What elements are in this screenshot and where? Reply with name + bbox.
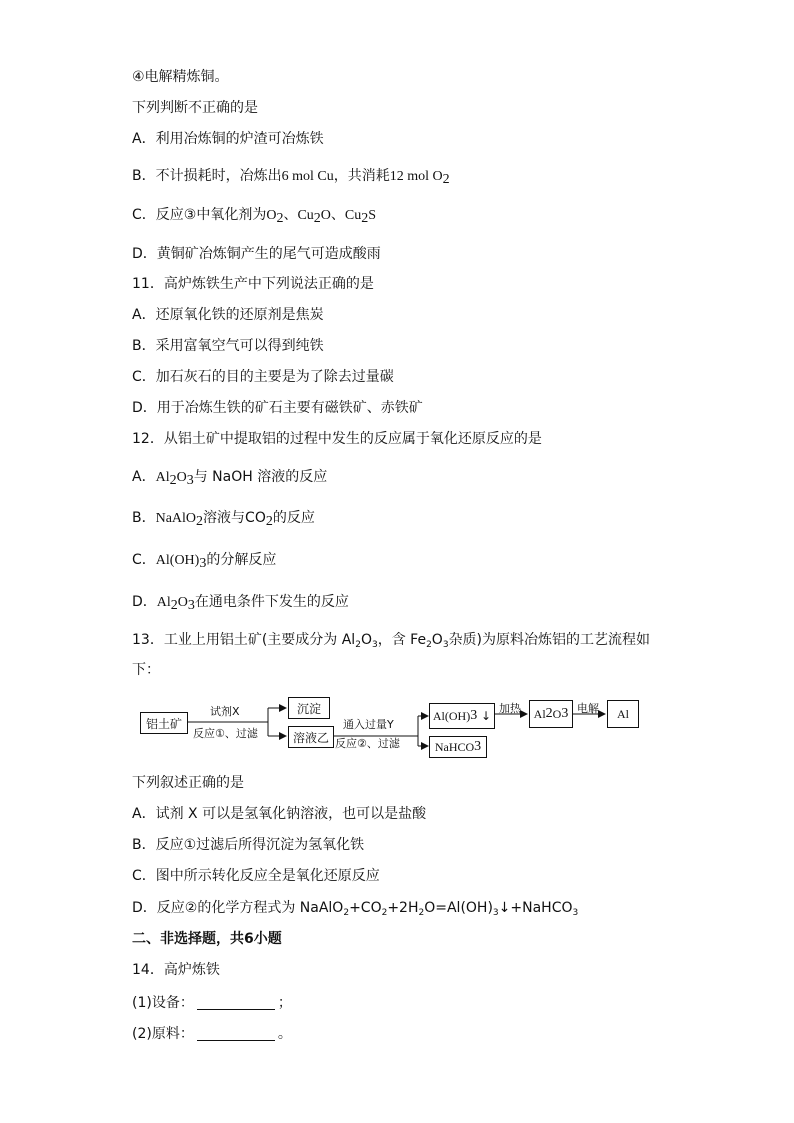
q11-stem: 11．高炉炼铁生产中下列说法正确的是 (132, 276, 374, 292)
box-alumina: Al 2 O 3 (529, 700, 573, 728)
q13-stem-line3: 下列叙述正确的是 (132, 775, 244, 791)
q13-option-a: A．试剂 X 可以是氢氧化钠溶液，也可以是盐酸 (132, 806, 427, 822)
q14-part2: (2)原料： 。 (132, 1026, 292, 1042)
q10-option-b: B．不计损耗时，冶炼出6 mol Cu，共消耗12 mol $O_2$ (132, 168, 450, 187)
q10-item4: ④电解精炼铜。 (132, 69, 229, 85)
process-flow-diagram (132, 692, 652, 762)
q12-option-a: A．$Al_2O_3$与 NaOH 溶液的反应 (132, 469, 328, 488)
q12-option-b: B．NaAlO$_2$溶液与$CO_2$的反应 (132, 510, 315, 529)
q14-blank-2[interactable] (197, 1026, 275, 1041)
q11-option-b: B．采用富氧空气可以得到纯铁 (132, 338, 324, 354)
q14-stem: 14．高炉炼铁 (132, 962, 220, 978)
q13-option-d: D．反应②的化学方程式为 $NaAlO_2+CO_2+2H_2O=Al(OH)_3↓+NaHCO_3$ (132, 900, 579, 918)
q11-option-d: D．用于冶炼生铁的矿石主要有磁铁矿、赤铁矿 (132, 400, 423, 416)
q12-option-d: D．$Al_2O_3$在通电条件下发生的反应 (132, 594, 349, 613)
q10-option-d: D．黄铜矿冶炼铜产生的尾气可造成酸雨 (132, 246, 381, 262)
q11-option-a: A．还原氧化铁的还原剂是焦炭 (132, 307, 324, 323)
q13-stem-line1: 13．工业上用铝土矿(主要成分为 $Al_2O_3$，含 $Fe_2O_3$杂质)为原料冶炼铝的工艺流程如 (132, 632, 651, 650)
label-reagent-x: 试剂X (210, 705, 240, 718)
q13-stem-line2: 下： (132, 662, 160, 678)
q11-option-c: C．加石灰石的目的主要是为了除去过量碳 (132, 369, 394, 385)
box-aluminum-hydroxide: Al(OH) 3 ↓ (429, 703, 495, 729)
box-sodium-bicarbonate: NaHCO 3 (429, 736, 487, 758)
label-reaction-1: 反应①、过滤 (193, 727, 258, 740)
q10-stem: 下列判断不正确的是 (132, 100, 258, 116)
box-precipitate: 沉淀 (288, 697, 330, 719)
q14-part1: (1)设备： ； (132, 995, 292, 1011)
label-reaction-2: 反应②、过滤 (335, 737, 400, 750)
section-heading: 二、非选择题，共6小题 (132, 931, 282, 947)
label-electrolysis: 电解 (577, 702, 599, 715)
box-solution-b: 溶液乙 (288, 726, 334, 748)
q13-option-b: B．反应①过滤后所得沉淀为氢氧化铁 (132, 837, 365, 853)
label-heating: 加热 (499, 702, 521, 715)
q10-option-a: A．利用冶炼铜的炉渣可冶炼铁 (132, 131, 324, 147)
q12-stem: 12．从铝土矿中提取铝的过程中发生的反应属于氧化还原反应的是 (132, 431, 542, 447)
q13-option-c: C．图中所示转化反应全是氧化还原反应 (132, 868, 380, 884)
q14-blank-1[interactable] (197, 995, 275, 1010)
label-pass-y: 通入过量Y (343, 718, 394, 731)
q10-option-c: C．反应③中氧化剂为$O_2$、$Cu_2O$、$Cu_2S$ (132, 207, 377, 226)
q12-option-c: C．$Al(OH)_3$的分解反应 (132, 552, 277, 571)
box-bauxite: 铝土矿 (140, 712, 188, 734)
box-aluminum: Al (607, 700, 639, 728)
